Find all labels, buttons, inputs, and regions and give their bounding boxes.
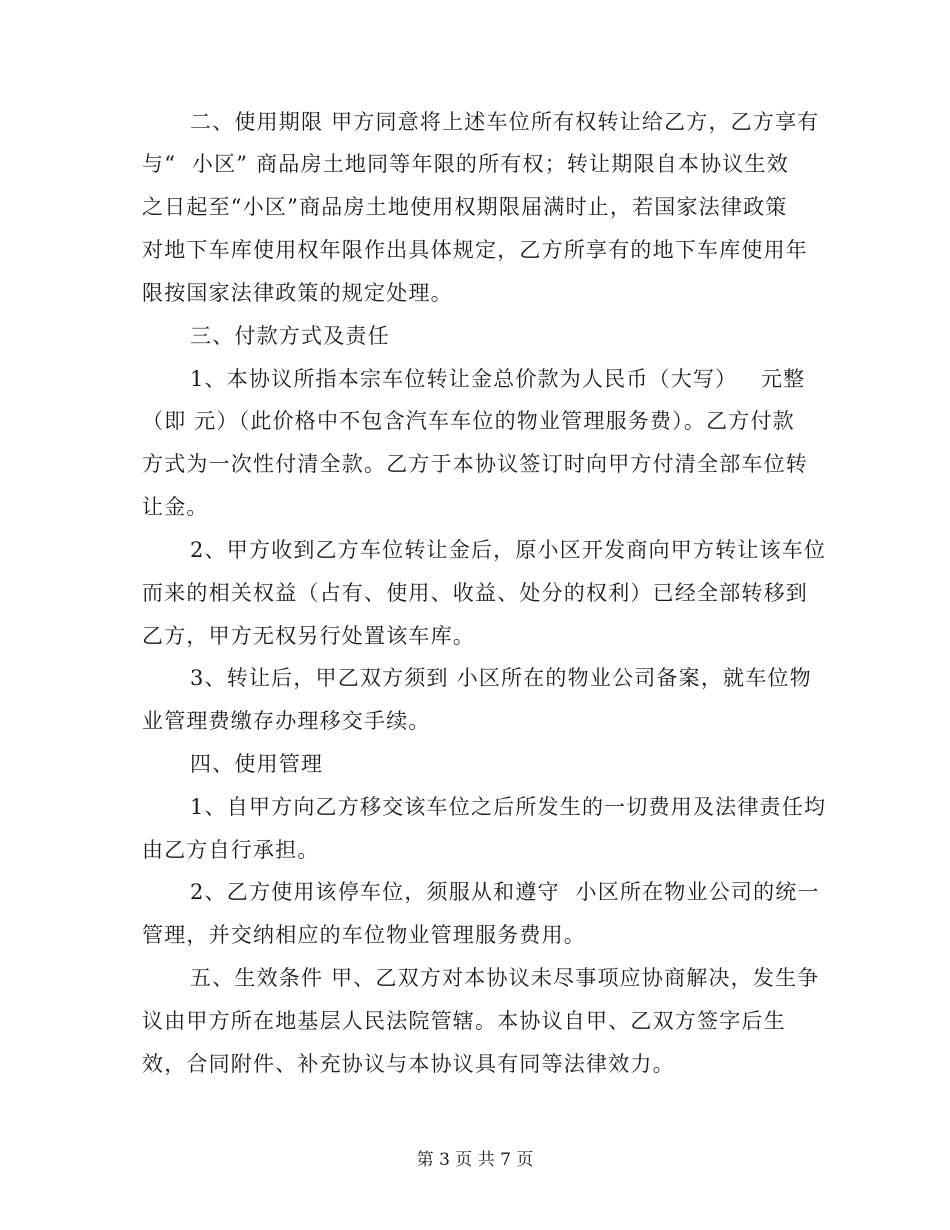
paragraph-line: 议由甲方所在地基层人民法院管辖。本协议自甲、乙双方签字后生 (142, 1009, 786, 1033)
paragraph-line: 3、转让后，甲乙双方须到 小区所在的物业公司备案，就车位物 (190, 666, 812, 690)
section-heading: 四、使用管理 (190, 752, 324, 776)
paragraph-line: 而来的相关权益（占有、使用、收益、处分的权利）已经全部转移到 (142, 581, 808, 605)
paragraph-line: 让金。 (142, 495, 209, 519)
paragraph-line: 1、自甲方向乙方移交该车位之后所发生的一切费用及法律责任均 (190, 795, 827, 819)
paragraph-line: 五、生效条件 甲、乙双方对本协议未尽事项应协商解决，发生争 (190, 966, 820, 990)
paragraph-line: 与“ 小区” 商品房土地同等年限的所有权；转让期限自本协议生效 (142, 152, 789, 176)
paragraph-line: 二、使用期限 甲方同意将上述车位所有权转让给乙方，乙方享有 (190, 110, 820, 134)
paragraph-line: 效，合同附件、补充协议与本协议具有同等法律效力。 (142, 1052, 675, 1076)
paragraph-line: 业管理费缴存办理移交手续。 (142, 709, 431, 733)
paragraph-line: 2、甲方收到乙方车位转让金后，原小区开发商向甲方转让该车位 (190, 538, 827, 562)
paragraph-line: 对地下车库使用权年限作出具体规定，乙方所享有的地下车库使用年 (142, 238, 808, 262)
paragraph-line: 乙方，甲方无权另行处置该车库。 (142, 624, 475, 648)
page-footer: 第 3 页 共 7 页 (416, 1150, 534, 1170)
paragraph-line: 之日起至“小区”商品房土地使用权期限届满时止，若国家法律政策 (142, 195, 788, 219)
section-heading: 三、付款方式及责任 (190, 324, 390, 348)
paragraph-line: 管理，并交纳相应的车位物业管理服务费用。 (142, 923, 586, 947)
paragraph-line: 1、本协议所指本宗车位转让金总价款为人民币（大写） 元整 (190, 367, 806, 391)
paragraph-line: （即 元）（此价格中不包含汽车车位的物业管理服务费）。乙方付款 (142, 409, 795, 433)
paragraph-line: 由乙方自行承担。 (142, 838, 320, 862)
paragraph-line: 2、乙方使用该停车位，须服从和遵守 小区所在物业公司的统一 (190, 880, 820, 904)
paragraph-line: 限按国家法律政策的规定处理。 (142, 281, 453, 305)
paragraph-line: 方式为一次性付清全款。乙方于本协议签订时向甲方付清全部车位转 (142, 452, 808, 476)
